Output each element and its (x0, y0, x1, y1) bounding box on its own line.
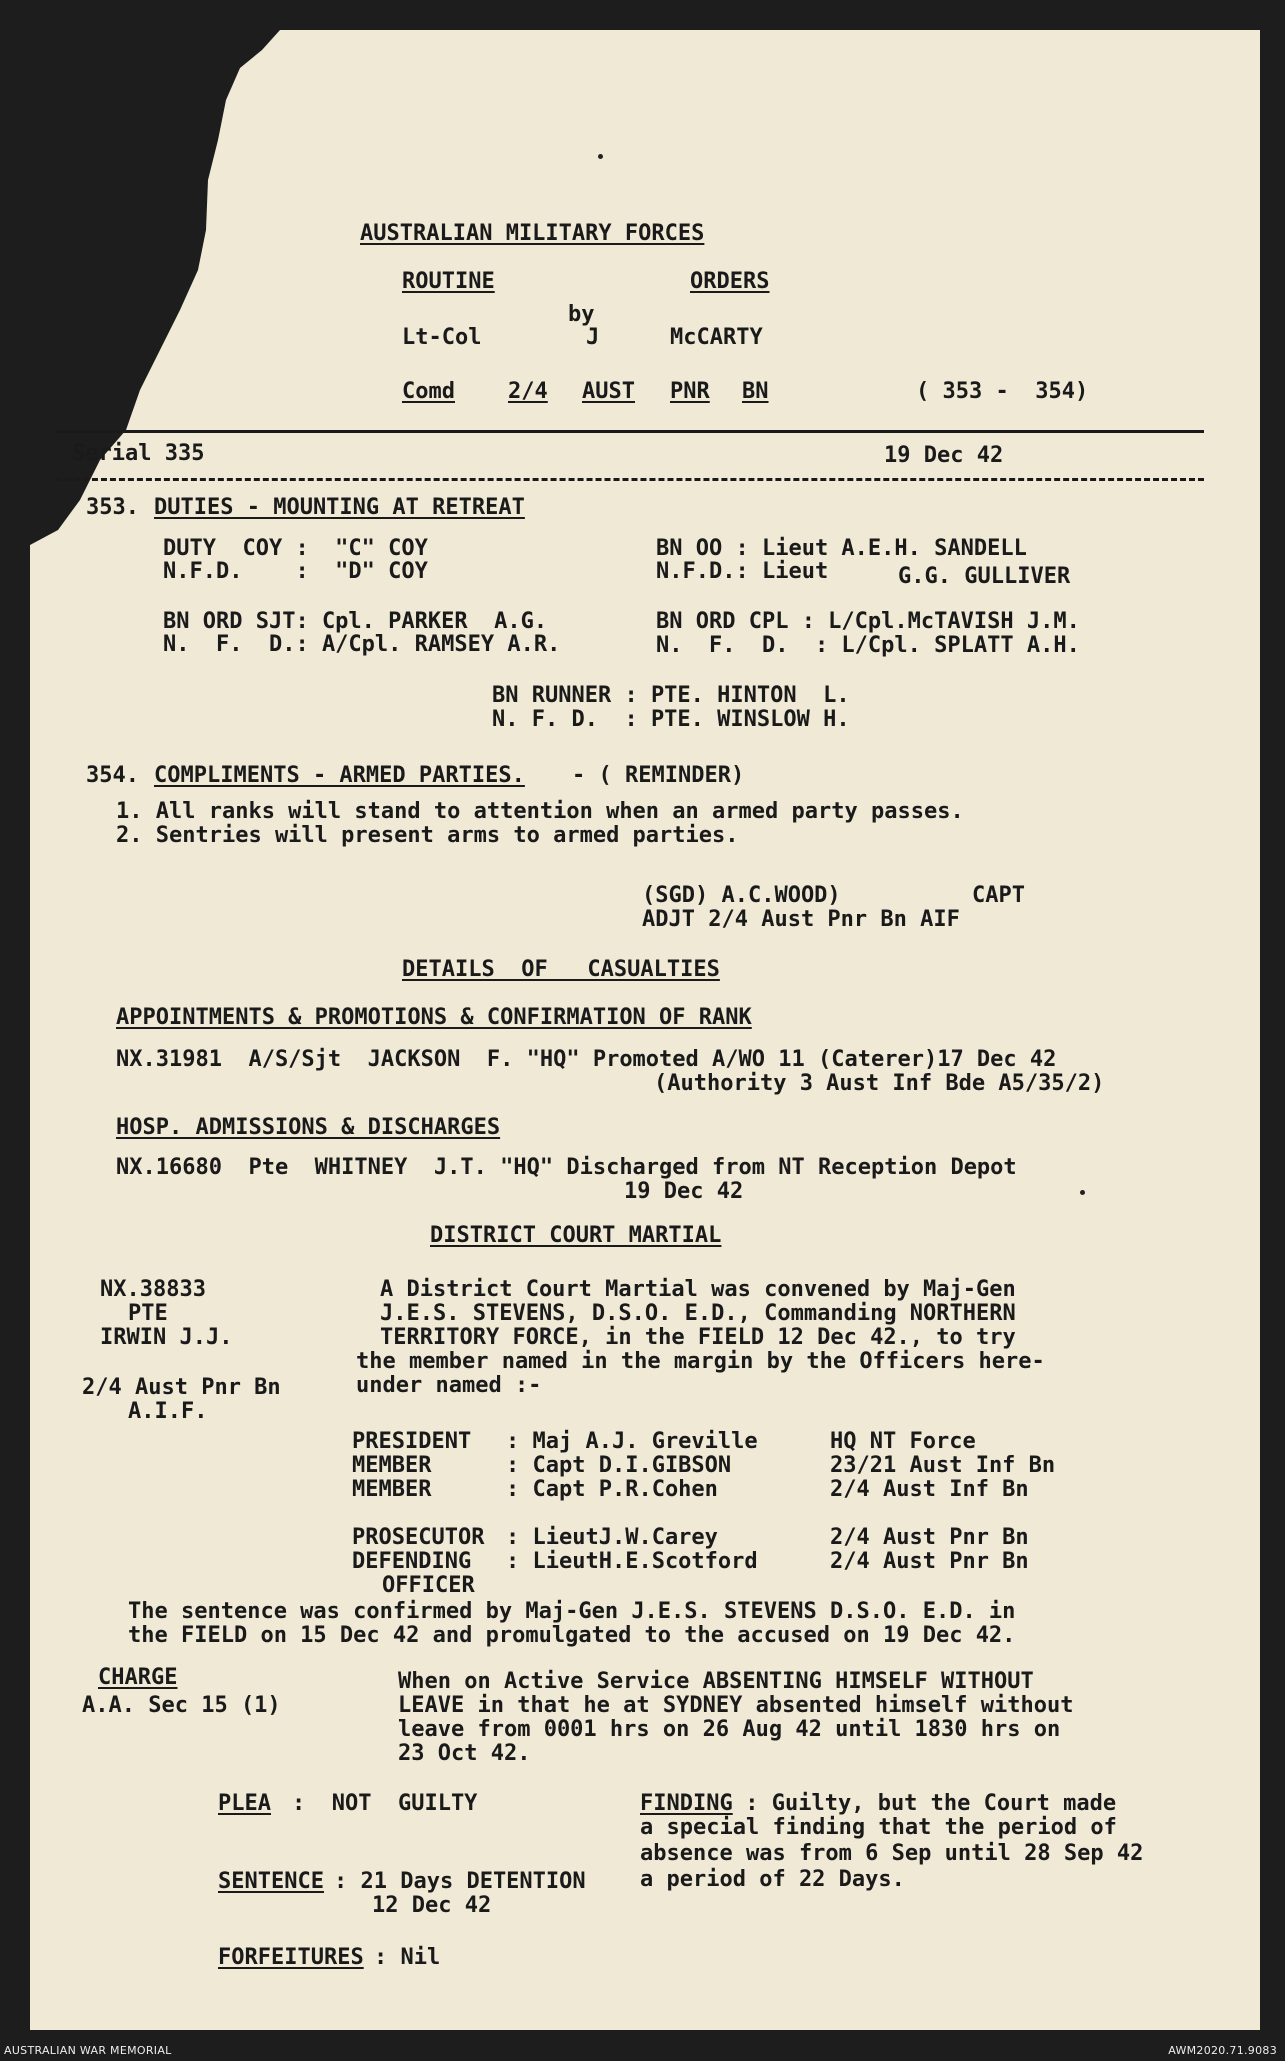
officer-role-2: MEMBER (352, 1453, 432, 1478)
officer-name-3: : Capt P.R.Cohen (506, 1477, 718, 1502)
archive-reference: AWM2020.71.9083 (1168, 2044, 1277, 2057)
ink-dot (598, 154, 603, 159)
header-comd: Comd (402, 379, 455, 404)
appointments-heading: APPOINTMENTS & PROMOTIONS & CONFIRMATION OF RANK (116, 1005, 752, 1030)
archive-credit: AUSTRALIAN WAR MEMORIAL (4, 2044, 172, 2057)
forfeitures-value: : Nil (374, 1945, 441, 1970)
court-body-2: J.E.S. STEVENS, D.S.O. E.D., Commanding NORTHERN (380, 1301, 1016, 1326)
nfd-oo: N.F.D.: Lieut (656, 559, 829, 584)
margin-number: NX.38833 (100, 1277, 206, 1302)
s353-number: 353. (86, 495, 139, 520)
document-page (30, 30, 1260, 2030)
charge-label: CHARGE (98, 1665, 178, 1690)
officer-unit-5: 2/4 Aust Pnr Bn (830, 1549, 1029, 1574)
court-body-5: under named :- (356, 1373, 542, 1398)
ink-dot (1080, 1190, 1085, 1195)
signature-line-1: (SGD) A.C.WOOD) (642, 883, 841, 908)
sentence-date: 12 Dec 42 (372, 1893, 492, 1918)
serial-date: 19 Dec 42 (884, 443, 1004, 468)
court-body-4: the member named in the margin by the Officers here- (356, 1349, 1045, 1374)
officer-unit-1: HQ NT Force (830, 1429, 976, 1454)
margin-unit: 2/4 Aust Pnr Bn (82, 1375, 281, 1400)
ord-cpl: BN ORD CPL : L/Cpl.McTAVISH J.M. (656, 609, 1080, 634)
s354-number: 354. (86, 763, 139, 788)
header-routine: ROUTINE (402, 269, 495, 294)
finding-label: FINDING (640, 1791, 733, 1816)
hosp-heading: HOSP. ADMISSIONS & DISCHARGES (116, 1115, 501, 1140)
charge-text-2: LEAVE in that he at SYDNEY absented himself without (398, 1693, 1074, 1718)
officer-unit-4: 2/4 Aust Pnr Bn (830, 1525, 1029, 1550)
s354-item-1: 1. All ranks will stand to attention when an armed party passes. (116, 799, 964, 824)
bn-runner: BN RUNNER : PTE. HINTON L. (492, 683, 850, 708)
serial-label: Serial 335 (72, 441, 205, 466)
header-unit-a: 2/4 (508, 379, 548, 404)
officer-name-1: : Maj A.J. Greville (506, 1429, 758, 1454)
nfd-cpl: N. F. D. : L/Cpl. SPLATT A.H. (656, 633, 1080, 658)
signature-rank: CAPT (972, 883, 1025, 908)
details-heading: DETAILS OF CASUALTIES (402, 957, 720, 982)
officer-word: OFFICER (382, 1573, 475, 1598)
margin-name: IRWIN J.J. (100, 1325, 233, 1350)
nfd-oo-name: G.G. GULLIVER (898, 564, 1071, 589)
confirmation-line-2: the FIELD on 15 Dec 42 and promulgated to the accused on 19 Dec 42. (128, 1623, 1016, 1648)
header-rank: Lt-Col (402, 325, 482, 350)
header-initial: J (586, 325, 600, 350)
finding-text-1: : Guilty, but the Court made (732, 1791, 1117, 1816)
officer-role-5: DEFENDING (352, 1549, 472, 1574)
header-unit-d: BN (742, 379, 769, 404)
appointment-line-1: NX.31981 A/S/Sjt JACKSON F. "HQ" Promoted A/WO 11 (Caterer)17 Dec 42 (116, 1047, 1057, 1072)
torn-corner (30, 30, 310, 550)
officer-unit-3: 2/4 Aust Inf Bn (830, 1477, 1029, 1502)
divider-top (56, 430, 1204, 433)
margin-rank: PTE (128, 1301, 168, 1326)
nfd-runner: N. F. D. : PTE. WINSLOW H. (492, 707, 850, 732)
s354-item-2: 2. Sentries will present arms to armed parties. (116, 823, 739, 848)
officer-name-5: : LieutH.E.Scotford (506, 1549, 758, 1574)
charge-text-4: 23 Oct 42. (398, 1741, 531, 1766)
forfeitures-label: FORFEITURES (218, 1945, 364, 1970)
charge-text-1: When on Active Service ABSENTING HIMSELF WITHOUT (398, 1669, 1034, 1694)
bn-oo: BN OO : Lieut A.E.H. SANDELL (656, 536, 1027, 561)
ord-sjt: BN ORD SJT: Cpl. PARKER A.G. (163, 609, 548, 634)
header-by: by (568, 302, 595, 327)
duty-coy: DUTY COY : "C" COY (163, 536, 428, 561)
plea-label: PLEA (218, 1791, 271, 1816)
s353-heading: DUTIES - MOUNTING AT RETREAT (154, 495, 525, 520)
header-name: McCARTY (670, 325, 763, 350)
court-body-1: A District Court Martial was convened by Maj-Gen (380, 1277, 1016, 1302)
signature-line-2: ADJT 2/4 Aust Pnr Bn AIF (642, 907, 960, 932)
court-heading: DISTRICT COURT MARTIAL (430, 1223, 722, 1248)
officer-role-4: PROSECUTOR (352, 1525, 485, 1550)
officer-role-1: PRESIDENT (352, 1429, 472, 1454)
charge-ref: A.A. Sec 15 (1) (82, 1693, 281, 1718)
order-range: ( 353 - 354) (916, 379, 1089, 404)
court-body-3: TERRITORY FORCE, in the FIELD 12 Dec 42., to try (380, 1325, 1016, 1350)
appointment-line-2: (Authority 3 Aust Inf Bde A5/35/2) (654, 1071, 1105, 1096)
hosp-line-1: NX.16680 Pte WHITNEY J.T. "HQ" Discharged from NT Reception Depot (116, 1155, 1017, 1180)
confirmation-line-1: The sentence was confirmed by Maj-Gen J.E.S. STEVENS D.S.O. E.D. in (128, 1599, 1016, 1624)
nfd-coy: N.F.D. : "D" COY (163, 559, 428, 584)
nfd-sjt: N. F. D.: A/Cpl. RAMSEY A.R. (163, 632, 561, 657)
margin-aif: A.I.F. (128, 1399, 208, 1424)
s354-reminder: - ( REMINDER) (572, 763, 745, 788)
officer-unit-2: 23/21 Aust Inf Bn (830, 1453, 1056, 1478)
finding-text-4: a period of 22 Days. (640, 1867, 905, 1892)
officer-name-2: : Capt D.I.GIBSON (506, 1453, 732, 1478)
s354-heading: COMPLIMENTS - ARMED PARTIES. (154, 763, 525, 788)
finding-text-2: a special finding that the period of (640, 1815, 1117, 1840)
officer-name-4: : LieutJ.W.Carey (506, 1525, 718, 1550)
sentence-label: SENTENCE (218, 1869, 324, 1894)
charge-text-3: leave from 0001 hrs on 26 Aug 42 until 1830 hrs on (398, 1717, 1061, 1742)
header-unit-b: AUST (582, 379, 635, 404)
header-unit-c: PNR (670, 379, 710, 404)
plea-value: : NOT GUILTY (292, 1791, 478, 1816)
header-title: AUSTRALIAN MILITARY FORCES (360, 221, 705, 246)
sentence-value: : 21 Days DETENTION (334, 1869, 586, 1894)
officer-role-3: MEMBER (352, 1477, 432, 1502)
divider-bottom (56, 478, 1204, 481)
finding-text-3: absence was from 6 Sep until 28 Sep 42 (640, 1841, 1144, 1866)
header-orders: ORDERS (690, 269, 770, 294)
hosp-line-2: 19 Dec 42 (624, 1179, 744, 1204)
